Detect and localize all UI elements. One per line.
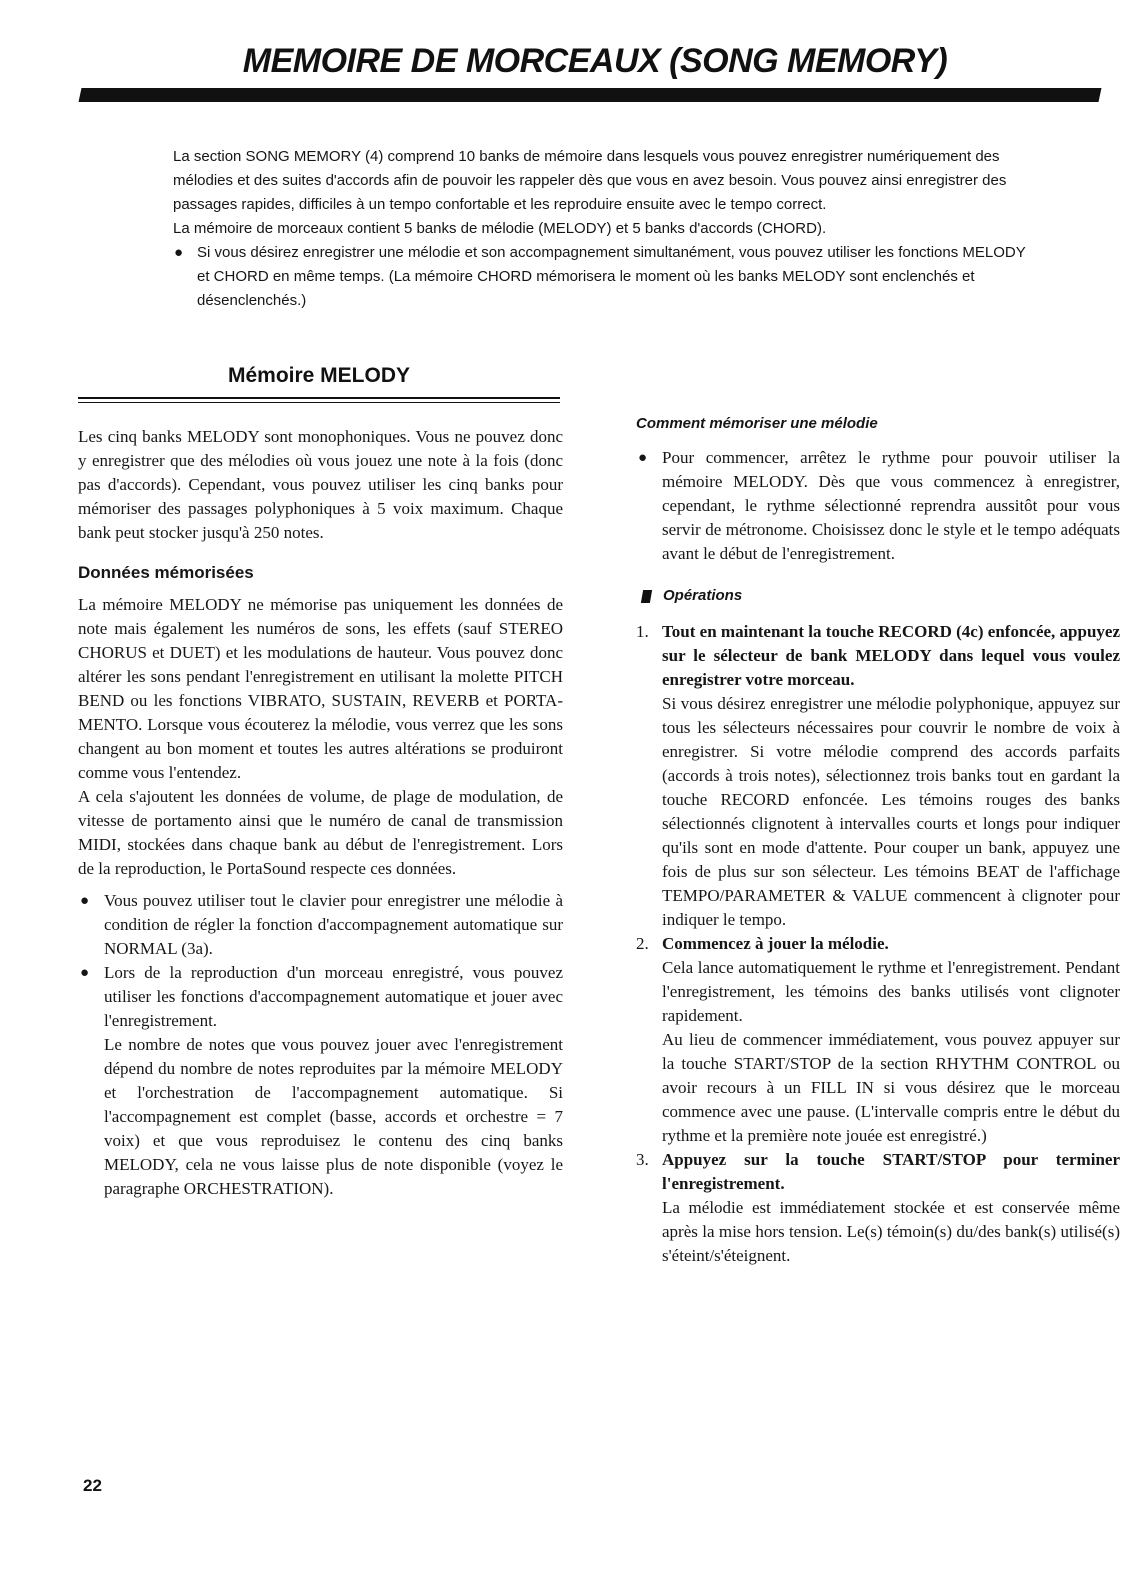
list-item (78, 889, 563, 961)
intro-block (173, 145, 1033, 313)
step-item (636, 1148, 1120, 1268)
left-column (78, 425, 563, 1201)
step-item (636, 620, 1120, 932)
step-number: 2. (636, 934, 649, 953)
bullet-icon: ● (174, 244, 184, 261)
intro-bullet (173, 241, 1033, 313)
step-description-continued: Au lieu de commencer immédiatement, vous pouvez appuyer sur la touche START/STOP de la section RHYTHM CONTROL ou avoir recours à un FILL IN si vous désirez que le morceau commence avec une pause. (L'intervalle compris entre le début du rythme et la première note jouée est enregistré.) (662, 1030, 1120, 1145)
bullet-text-continued: Le nombre de notes que vous pouvez jouer avec l'enregistrement dépend du nombre de notes reproduites par la mémoire MELODY et l'orchestration de l'accompagnement automatique. Si l'accompagnement est complet (basse, accords et orchestre = 7 voix) et que vous reproduisez le contenu des cinq banks MELODY, cela ne vous laisse plus de note disponible (voyez le paragraphe ORCHESTRATION). (104, 1035, 563, 1198)
step-instruction: Tout en maintenant la touche RECORD (4c) enfoncée, appuyez sur le sélecteur de bank MELODY dans lequel vous voulez enregistrer votre morceau. (662, 622, 1120, 689)
bullet-text: Lors de la reproduction d'un morceau enregistré, vous pouvez utiliser les fonctions d'accompagnement automatique et jouer avec l'enregistrement. (104, 963, 563, 1030)
step-number: 3. (636, 1150, 649, 1169)
bullet-text: Vous pouvez utiliser tout le clavier pour enregistrer une mélodie à condition de régler la fonction d'accompagnement automatique sur NORMAL (3a). (104, 891, 563, 958)
section-rule (78, 397, 560, 399)
step-description: Si vous désirez enregistrer une mélodie polyphonique, appuyez sur tous les sélecteurs nécessaires pour couvrir le nombre de voix à enregistrer. Si votre mélodie comprend des accords parfaits (accords à trois notes), sélectionnez trois banks tout en gardant la touche RECORD enfoncée. Les témoins rouges des banks sélectionnés clignotent à intervalles courts et longs pour indiquer qu'ils sont en mode d'attente. Pour couper un bank, appuyez une fois de plus sur son sélecteur. Les témoins BEAT de l'affichage TEMPO/PARAMETER & VALUE commencent à clignoter pour indiquer le tempo. (662, 694, 1120, 929)
list-item (78, 961, 563, 1201)
list-item (636, 446, 1120, 566)
square-bullet-icon (641, 590, 652, 603)
bullet-icon: ● (80, 965, 90, 981)
step-description: La mélodie est immédiatement stockée et est conservée même après la mise hors tension. Le(s) témoin(s) du/des bank(s) utilisé(s) s'éteint/s'éteignent. (662, 1198, 1120, 1265)
page-title: MEMOIRE DE MORCEAUX (SONG MEMORY) (242, 42, 948, 80)
stored-data-paragraph-1: La mémoire MELODY ne mémorise pas uniquement les données de note mais également les numéros de sons, les effets (sauf STEREO CHORUS et DUET) et les modulations de hauteur. Vous pouvez donc altérer les sons pendant l'enregistrement en utilisant la molette PITCH BEND ou les fonctions VIBRATO, SUSTAIN, REVERB et PORTA-MENTO. Lorsque vous écouterez la mélodie, vous verrez que les sons changent au bon moment et toutes les autres altérations se produiront comme vous l'entendez. (78, 595, 563, 782)
bullet-icon: ● (80, 893, 90, 909)
step-instruction: Appuyez sur la touche START/STOP pour terminer l'enregistrement. (662, 1150, 1120, 1193)
operations-heading (636, 584, 1120, 608)
step-instruction: Commencez à jouer la mélodie. (662, 934, 889, 953)
step-description: Cela lance automatiquement le rythme et l'enregistrement. Pendant l'enregistrement, les témoins des banks utilisés vont clignoter rapidement. (662, 958, 1120, 1025)
intro-bullet-text: Si vous désirez enregistrer une mélodie et son accompagnement simultanément, vous pouvez utiliser les fonctions MELODY et CHORD en même temps. (La mémoire CHORD mémorisera le moment où les banks MELODY sont enclenchés et désenclenchés.) (197, 244, 1026, 309)
stored-data-paragraph-2: A cela s'ajoutent les données de volume, de plage de modulation, de vitesse de portamento ainsi que le numéro de canal de transmission MIDI, stockées dans chaque bank au début de l'enregistrement. Lors de la reproduction, le PortaSound respecte ces données. (78, 787, 563, 878)
section-title: Mémoire MELODY (227, 364, 411, 387)
bullet-text: Pour commencer, arrêtez le rythme pour pouvoir utiliser la mémoire MELODY. Dès que vous commencez à enregistrer, cependant, le rythme sélectionné reprendra aussitôt pour vous servir de métronome. Choisissez donc le style et le tempo adéquats avant le début de l'enregistrement. (662, 448, 1120, 563)
operations-heading-text: Opérations (663, 587, 743, 604)
page-number: 22 (83, 1476, 102, 1495)
title-underline-bar (79, 88, 1102, 102)
intro-paragraph-2: La mémoire de morceaux contient 5 banks de mélodie (MELODY) et 5 banks d'accords (CHORD). (173, 220, 827, 237)
stored-data-heading: Données mémorisées (78, 563, 254, 582)
right-column (636, 412, 1120, 1268)
step-number: 1. (636, 622, 649, 641)
intro-paragraph-1: La section SONG MEMORY (4) comprend 10 banks de mémoire dans lesquels vous pouvez enregistrer numériquement des mélodies et des suites d'accords afin de pouvoir les rappeler dès que vous en avez besoin. Vous pouvez ainsi enregistrer des passages rapides, difficiles à un tempo confortable et les reproduire ensuite avec le tempo correct. (173, 148, 1007, 213)
melody-intro-paragraph: Les cinq banks MELODY sont monophoniques. Vous ne pouvez donc y enregistrer que des mélodies où vous jouez une note à la fois (donc pas d'accords). Cependant, vous pouvez utiliser les cinq banks pour mémoriser des passages polyphoniques à 5 voix maximum. Chaque bank peut stocker jusqu'à 250 notes. (78, 427, 563, 542)
step-item (636, 932, 1120, 1148)
how-to-record-heading: Comment mémoriser une mélodie (636, 415, 878, 432)
bullet-icon: ● (638, 450, 648, 466)
section-rule-thin (78, 402, 560, 403)
